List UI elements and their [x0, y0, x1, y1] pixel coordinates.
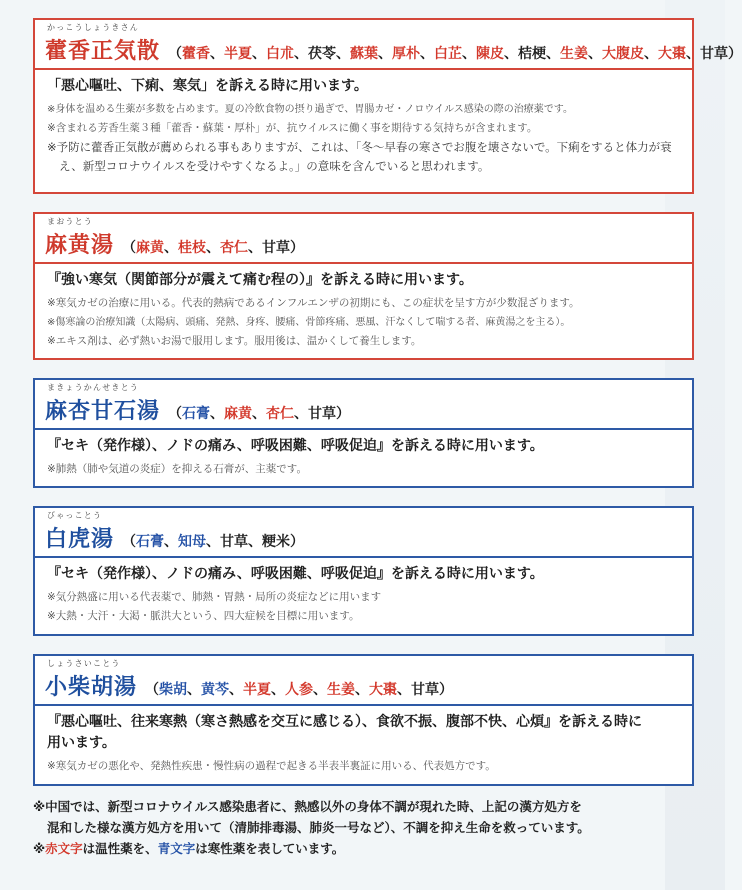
prescription-card-makyokansekito	[33, 378, 694, 488]
herb-item: 石膏	[136, 534, 165, 550]
herb-item: 甘草	[411, 682, 440, 698]
prescription-title: 麻杏甘石湯	[45, 398, 161, 424]
main-indication: 『悪心嘔吐、往来寒熱（寒さ熱感を交互に感じる）、食欲不振、腹部不快、心煩』を訴える時に用います。	[47, 714, 642, 751]
legend-suffix: は寒性薬を表しています。	[195, 841, 345, 856]
herb-list: （藿香、半夏、白朮、茯苓、蘇葉、厚朴、白芷、陳皮、桔梗、生姜、大腹皮、大棗、甘草）	[168, 46, 742, 62]
title-row	[45, 34, 742, 65]
main-indication: 『セキ（発作様）、ノドの痛み、呼吸困難、呼吸促迫』を訴える時に用います。	[47, 438, 544, 454]
herb-list: （石膏、麻黄、杏仁、甘草）	[168, 406, 351, 422]
herb-item: 石膏	[182, 406, 211, 422]
herb-item: 桔梗	[518, 46, 547, 62]
card-body	[35, 558, 692, 632]
ruby-reading: まきょうかんせきとう	[47, 383, 139, 392]
card-body	[35, 264, 692, 357]
herb-item: 杏仁	[220, 240, 249, 256]
prescription-card-maoto	[33, 212, 694, 360]
note-line: ※予防に藿香正気散が薦められる事もありますが、これは、「冬〜早春の寒さでお腹を壊さないで。下痢をすると体力が衰え、新型コロナウイルスを受けやすくなるよ。」の意味を含んでいると思われます。	[47, 140, 672, 173]
herb-item: 杏仁	[266, 406, 295, 422]
herb-item: 桂枝	[178, 240, 207, 256]
herb-item: 知母	[178, 534, 207, 550]
herb-item: 厚朴	[392, 46, 421, 62]
main-indication: 『セキ（発作様）、ノドの痛み、呼吸困難、呼吸促迫』を訴える時に用います。	[47, 566, 544, 582]
herb-list: （石膏、知母、甘草、粳米）	[122, 534, 305, 550]
legend-red-label: 赤文字	[45, 841, 83, 856]
herb-item: 粳米	[262, 534, 291, 550]
herb-item: 蘇葉	[350, 46, 379, 62]
herb-item: 大棗	[369, 682, 398, 698]
note-line: ※寒気カゼの悪化や、発熱性疾患・慢性病の過程で起きる半表半裏証に用いる、代表処方です。	[47, 760, 496, 772]
note-line: ※気分熱盛に用いる代表薬で、肺熱・胃熱・局所の炎症などに用います	[47, 591, 382, 603]
herb-item: 麻黄	[224, 406, 253, 422]
herb-item: 大腹皮	[602, 46, 645, 62]
herb-item: 大棗	[658, 46, 687, 62]
herb-item: 人参	[285, 682, 314, 698]
title-row	[45, 670, 692, 701]
herb-item: 甘草	[308, 406, 337, 422]
title-row	[45, 228, 692, 259]
main-indication: 「悪心嘔吐、下痢、寒気」を訴える時に用います。	[47, 78, 368, 94]
herb-item: 茯苓	[308, 46, 337, 62]
herb-item: 半夏	[224, 46, 253, 62]
legend-line	[33, 838, 698, 859]
note-line: ※身体を温める生薬が多数を占めます。夏の冷飲食物の摂り過ぎで、胃腸カゼ・ノロウイルス感染の際の治療薬です。	[47, 104, 573, 115]
herb-item: 甘草	[220, 534, 249, 550]
ruby-reading: まおうとう	[47, 217, 93, 226]
herb-item: 黄芩	[201, 682, 230, 698]
ruby-reading: びゃっことう	[47, 511, 103, 520]
title-row	[45, 394, 692, 425]
card-header	[35, 656, 692, 706]
prescription-title: 白虎湯	[45, 526, 115, 552]
prescription-card-byakkoto	[33, 506, 694, 636]
herb-item: 甘草	[262, 240, 291, 256]
note-line: ※寒気カゼの治療に用いる。代表的熱病であるインフルエンザの初期にも、この症状を呈す方が少数混ざります。	[47, 297, 580, 309]
card-body	[35, 706, 692, 782]
note-line: ※エキス剤は、必ず熱いお湯で服用します。服用後は、温かくして養生します。	[47, 335, 422, 347]
ruby-reading: しょうさいことう	[47, 659, 121, 668]
herb-item: 柴胡	[159, 682, 188, 698]
legend-prefix: ※	[33, 841, 46, 856]
note-line: ※肺熱（肺や気道の炎症）を抑える石膏が、主薬です。	[47, 463, 307, 475]
herb-item: 白朮	[266, 46, 295, 62]
prescription-title: 麻黄湯	[45, 232, 115, 258]
herb-item: 生姜	[560, 46, 589, 62]
legend-blue-label: 青文字	[157, 841, 196, 856]
card-header	[35, 380, 692, 430]
footer-line: ※中国では、新型コロナウイルス感染患者に、熱感以外の身体不調が現れた時、上記の漢方処方を	[33, 799, 582, 814]
herb-list: （柴胡、黄芩、半夏、人参、生姜、大棗、甘草）	[145, 682, 454, 698]
note-line: ※含まれる芳香生薬３種「藿香・蘇葉・厚朴」が、抗ウイルスに働く事を期待する気持ちが含まれます。	[47, 122, 538, 134]
prescription-title: 藿香正気散	[45, 38, 161, 64]
footer-notes	[33, 796, 698, 859]
herb-item: 麻黄	[136, 240, 165, 256]
herb-item: 藿香	[182, 46, 211, 62]
herb-item: 甘草	[700, 46, 729, 62]
prescription-title: 小柴胡湯	[45, 674, 138, 700]
herb-item: 白芷	[434, 46, 463, 62]
footer-line: 混和した様な漢方処方を用いて（清肺排毒湯、肺炎一号など）、不調を抑え生命を救っています。	[47, 820, 590, 835]
card-header	[35, 214, 692, 264]
note-line: ※傷寒論の治療知識（太陽病、頭痛、発熱、身疼、腰痛、骨節疼痛、悪風、汗なくして喘する者、麻黄湯之を主る）。	[47, 317, 571, 328]
herb-item: 生姜	[327, 682, 356, 698]
herb-item: 陳皮	[476, 46, 505, 62]
card-body	[35, 430, 692, 485]
main-indication: 『強い寒気（関節部分が震えて痛む程の）』を訴える時に用います。	[47, 272, 473, 288]
card-body	[35, 70, 692, 182]
herb-list: （麻黄、桂枝、杏仁、甘草）	[122, 240, 305, 256]
note-line: ※大熱・大汗・大渇・脈洪大という、四大症候を目標に用います。	[47, 610, 360, 622]
card-header	[35, 508, 692, 558]
title-row	[45, 522, 692, 553]
legend-mid: は温性薬を、	[82, 841, 158, 856]
card-header	[35, 20, 742, 70]
ruby-reading: かっこうしょうきさん	[47, 23, 139, 32]
herb-item: 半夏	[243, 682, 272, 698]
prescription-card-kakkoshokisan	[33, 18, 742, 194]
prescription-card-shosaikoto	[33, 654, 694, 786]
